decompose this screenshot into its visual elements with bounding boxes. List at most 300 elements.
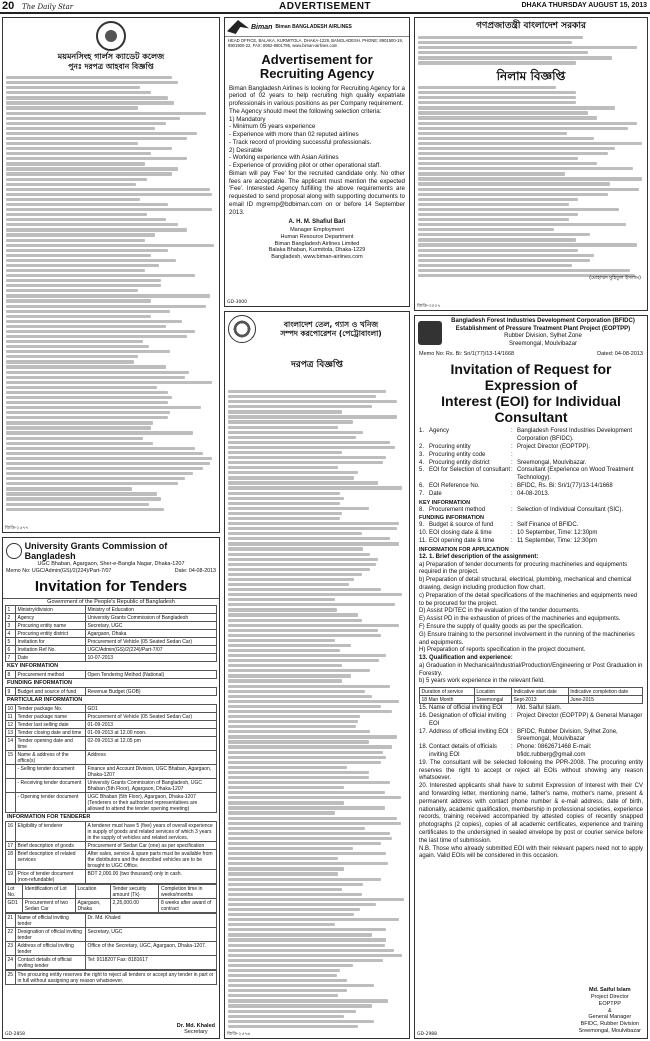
petro-org-1: বাংলাদেশ তেল, গ্যাস ও খনিজ [283,320,379,329]
petro-gd: জিডি-২৫৭৬ [227,1031,251,1037]
text-line [6,340,143,343]
ugc-row25: The procuring entity reserves the right to reject all tenders or accept any tender in part or in full without assigning any reason whatsoever. [16,971,217,985]
row-label: Contact details of official inviting tender [16,956,86,970]
item-colon: : [511,451,513,458]
text-line [228,700,399,703]
ugc-key-info: KEY INFORMATION [7,663,59,669]
text-line [228,679,342,682]
text-line [418,106,615,109]
text-line [6,477,185,480]
text-line [6,228,187,231]
text-line [228,735,397,738]
text-line [418,203,569,206]
text-line [418,208,619,211]
row-value: Address [86,751,217,765]
text-line [228,1010,356,1013]
row-number: 17 [6,842,16,850]
text-line [6,127,155,130]
text-line [228,796,401,799]
text-line [6,350,170,353]
ugc-funding-info: FUNDING INFORMATION [7,680,72,686]
item-value: Md. Saiful Islam. [517,705,562,712]
text-line [228,964,353,967]
text-line [228,563,376,566]
text-line [228,446,395,449]
text-line [228,908,360,911]
ugc-gd: GD-2858 [5,1031,26,1037]
row-number: 12 [6,721,16,729]
row-number: 22 [6,928,16,942]
petrobangla-logo-icon [228,315,256,343]
text-line [228,547,363,550]
item-value: Bangladesh Forest Industries Development Corporation (BFIDC). [517,428,633,443]
list-item [419,483,643,491]
item-colon: : [511,428,513,435]
text-line [228,898,404,901]
text-line [6,193,212,196]
page-number: 20 [2,0,15,12]
item-colon: : [511,522,513,529]
text-line [6,299,151,302]
text-line [228,730,370,733]
text-line [228,436,356,439]
bfidc-logo-icon [418,321,442,345]
table-row [420,696,643,704]
text-line [418,61,576,64]
text-line [6,188,210,191]
biman-intro: Biman Bangladesh Airlines is looking for Recruiting Agency for a period of 02 years to help recruiting high quality expatriate professionals in various positions as per Company requirement. [229,84,405,108]
item-value: Project Director (EOPTPP). [517,443,591,450]
lot-header-cell: Lot No. [6,885,23,899]
text-line [228,527,397,530]
text-line [228,827,365,830]
text-line [228,715,360,718]
table-row [6,713,217,721]
text-line [228,481,378,484]
text-line [228,883,363,886]
row-number: 10 [6,705,16,713]
biman-brand: Biman [251,23,273,31]
item-number: 10. [419,530,428,537]
bfidc-application-info: INFORMATION FOR APPLICATION [419,546,509,553]
text-line [228,583,349,586]
ugc-table-7 [5,970,217,985]
list-item [419,538,643,546]
text-line [228,933,372,936]
text-line [228,857,338,860]
bfidc-heading-2: Interest (EOI) for Individual Consultant [441,393,621,426]
item-label: Budget & source of fund [429,522,494,529]
text-line [418,218,569,221]
biman-logo-icon [227,20,249,34]
text-line [6,239,145,242]
row-value: After sales, service & spare parts must be available from the distributors and the described vehicles are to be brought to UGC Office. [86,850,217,870]
bfidc-memo: Memo No: Rs. Bi: Sri/1(77)/13-14/1668 [419,351,515,357]
text-line [418,254,594,257]
item-colon: : [511,467,513,474]
text-line [6,381,212,384]
list-item [419,522,643,530]
list-item [419,713,643,729]
text-line [228,415,397,418]
table-row [6,606,217,614]
item-colon: : [511,537,513,544]
item-value: 11 September, Time: 12:30pm [517,537,597,544]
item-label: EOI closing date & time [429,530,492,537]
text-line [6,249,168,252]
text-line [418,56,612,59]
table-row [6,654,217,662]
table-row [6,779,217,793]
text-line [228,558,378,561]
item-number: 9. [419,522,425,529]
item-colon: : [511,705,513,712]
text-line [228,578,354,581]
text-line [228,913,354,916]
biman-desirable-2: - Experience of providing pilot or other operational staff. [229,162,381,170]
table-row [6,842,217,850]
row-value: Open Tendering Method (National) [86,671,217,679]
table-row [6,942,217,956]
text-line [228,776,369,779]
text-line [228,593,402,596]
text-line [228,847,353,850]
text-line [228,842,381,845]
text-line [418,152,608,155]
text-line [6,218,166,221]
table-row [6,850,217,870]
list-item: a) Graduation in Mechanical/Industrial/Production/Engineering or Post Graduation in Forestry. [419,662,643,677]
text-line [6,320,182,323]
text-line [228,852,386,855]
text-line [418,46,637,49]
item-value: Sreemongal, Moulvibazar. [517,459,587,466]
text-line [228,979,347,982]
text-line [6,462,210,465]
ugc-memo: Memo No: UGC/Admin(GS)/2(224)/Part-7/07 [6,568,112,574]
row-value: Office of the Secretary, UGC, Agargaon, Dhaka-1207. [86,942,217,956]
text-line [6,86,140,89]
text-line [418,188,639,191]
text-line [418,233,590,236]
table-row [6,914,217,928]
text-line [418,116,597,119]
biman-desirable-title: 2) Desirable [229,146,263,154]
text-line [6,376,185,379]
text-line [228,801,344,804]
text-line [228,634,381,637]
text-line [228,466,338,469]
text-line [6,264,159,267]
biman-criteria-lead: The Agency should meet the following selection criteria: [229,107,382,115]
text-line [228,431,363,434]
text-line [228,837,392,840]
row-label: Brief description of goods [16,842,86,850]
text-line [228,451,342,454]
ugc-heading: Invitation for Tenders [34,578,188,595]
row-number: 2 [6,614,16,622]
ugc-signer-title: Secretary [184,1029,208,1035]
text-line [6,178,147,181]
row-label: Designation of official inviting tender [16,928,86,942]
table-row [6,737,217,751]
biman-mandatory-2: - Experience with more than 02 reputed airlines [229,131,359,139]
biman-contact: HEAD OFFICE, BALAKA, KURMITOLA, DHAKA-1229, BANGLADESH. PHONE: 8901600-19, 8901900-22, FAX: 0962-8901795, www.biman-airlines.com [228,38,403,48]
item-number: 7. [419,490,425,497]
list-item [419,467,643,483]
ugc-table-4 [5,704,217,813]
row-value: GD1 [86,705,217,713]
text-line [418,91,576,94]
text-line [418,96,576,99]
text-line [6,162,145,165]
table-row [6,751,217,765]
bfidc-list-4 [415,705,647,760]
lot-cell: 2,25,000.00 [111,899,159,913]
dur-header-cell: Location [474,688,511,696]
text-line [228,512,342,515]
nilam-office [418,36,644,66]
ugc-particular-info: PARTICULAR INFORMATION [7,697,83,703]
ad-ugc-tender [2,537,220,1039]
text-line [228,492,340,495]
row-label: Tender last selling date [16,721,86,729]
text-line [228,486,402,489]
biman-signer: A. H. M. Shafiul Bari [288,219,346,226]
dur-header-cell: Indicative start date [511,688,568,696]
ugc-tenderer-info: INFORMATION FOR TENDERER [7,814,91,820]
item-value: BFIDC, Rubber Division, Sylhet Zone, Sreemongal, Moulvibazar [517,728,618,743]
text-line [228,568,370,571]
text-line [418,132,567,135]
item-number: 6. [419,482,425,489]
row-value: Finance and Account Division, UGC Bhaban, Agargaon, Dhaka-1207 [86,765,217,779]
text-line [228,862,388,865]
table-row [6,870,217,884]
item-colon: : [511,506,513,513]
bfidc-list-2 [415,507,647,515]
row-number: 23 [6,942,16,956]
text-line [228,619,362,622]
nilam-signer: (মোহাম্মদ মুহিতুল ইসলাম) [589,275,641,282]
text-line [6,233,155,236]
bfidc-org2: Establishment of Pressure Treatment Plant Project (EOPTPP) [455,325,631,332]
text-line [6,467,203,470]
lot-cell: GD1 [6,899,23,913]
text-line [228,888,342,891]
text-line [228,984,374,987]
bfidc-addr2: Sreemongal, Moulvibazar [508,340,578,347]
text-line [228,649,340,652]
ugc-table-3 [5,687,217,696]
item-label: Designation of official inviting EOI [429,713,507,727]
text-line [228,903,376,906]
text-line [6,330,195,333]
text-line [418,162,597,165]
row-value: Procurement of Sedan Car (one) as per specification [86,842,217,850]
text-line [418,172,565,175]
table-row [6,688,217,696]
text-line [228,573,362,576]
item-number: 17. [419,728,428,735]
text-line [228,476,354,479]
item-label: Agency [429,428,450,435]
ad-cadet-title: ময়মনসিংহ গার্লস ক্যাডেট কলেজ [57,52,165,61]
text-line [228,522,399,525]
dur-cell: Sreemongal [474,696,511,704]
text-line [228,588,381,591]
list-item [419,460,643,468]
row-label: Budget and source of fund [16,688,86,696]
lot-cell: Agargaon, Dhaka [75,899,110,913]
ugc-table-6 [5,913,217,970]
text-line [6,157,187,160]
text-line [228,949,394,952]
biman-mandatory-title: 1) Mandatory [229,115,266,123]
row-value: BDT 2,000.00 (two thousand) only in cash. [86,870,217,884]
text-line [6,386,157,389]
item-value: Phone: 0862671468 E-mail: bfidc.rubberg@gmail.com [517,744,592,759]
dur-cell: 18 Man Month [420,696,475,704]
bfidc-qual-title: 13. Qualification and experience: [419,655,513,662]
text-line [228,507,369,510]
row-label: Procuring entity district [16,630,86,638]
list-item [419,452,643,460]
table-row [6,885,217,899]
table-row [6,721,217,729]
row-number: 15 [6,751,16,765]
row-number [6,779,16,793]
dateline: DHAKA THURSDAY AUGUST 15, 2013 [521,2,647,9]
row-label: Price of tender document (non-refundable) [16,870,86,884]
text-line [228,497,344,500]
text-line [6,101,174,104]
table-row [6,956,217,970]
text-line [6,437,143,440]
text-line [6,254,151,257]
table-row [6,793,217,813]
text-line [6,401,168,404]
biman-heading-2: Recruiting Agency [259,66,375,82]
row-value: A tenderer must have 5 (five) years of overall experience in supply of goods and related services of which 3 years in the supply of vehicles and related services. [86,822,217,842]
nilam-gd: জিডি-৩০০৭ [417,303,441,309]
petro-body [228,390,406,1030]
row-number: 8 [6,671,16,679]
text-line [418,122,637,125]
text-line [228,872,338,875]
text-line [228,771,369,774]
row-number: 24 [6,956,16,970]
text-line [228,532,362,535]
row-number: 16 [6,822,16,842]
item-colon: : [511,490,513,497]
item-number: 16. [419,713,428,720]
text-line [228,613,358,616]
bfidc-desc [419,562,643,656]
lot-cell: Procurement of two Sedan Car [23,899,76,913]
text-line [228,786,344,789]
text-line [228,806,385,809]
item-number: 4. [419,459,425,466]
bfidc-desc-title: 12. 1. Brief description of the assignment: [419,553,539,560]
lot-cell: 8 weeks after award of contract [159,899,217,913]
text-line [418,182,610,185]
list-item [419,428,643,444]
text-line [6,172,172,175]
row-label: - Receiving tender document [16,779,86,793]
ugc-gov: Government of the People's Republic of Bangladesh [3,598,219,605]
text-line [228,725,356,728]
text-line [228,791,385,794]
text-line [228,928,386,931]
text-line [228,405,372,408]
text-line [6,147,172,150]
text-line [228,766,347,769]
biman-mandatory-3: - Track record of providing successful professionals. [229,138,372,146]
row-number: 4 [6,630,16,638]
text-line [228,553,370,556]
text-line [228,761,381,764]
text-line [6,81,178,84]
text-line [228,1004,372,1007]
list-item: E) Assist PD in the exhaustion of prices of the machineries and equipments. [419,616,621,623]
text-line [418,243,637,246]
text-line [228,471,358,474]
lot-header-cell: Completion time in weeks/months [159,885,217,899]
item-number: 11. [419,537,427,544]
item-label: EOI for Selection of consultant [429,467,511,474]
text-line [228,822,401,825]
ugc-address: UGC Bhaban, Agargaon, Sher-e-Bangla Nagar, Dhaka-1207 [37,561,185,567]
biman-gd: GD-3000 [227,299,248,305]
row-label: Date [16,654,86,662]
item-value: 10 September, Time: 12:30pm [517,530,598,537]
list-item [419,444,643,452]
bfidc-funding-info: FUNDING INFORMATION [419,515,484,522]
row-number: 1 [6,606,16,614]
text-line [418,213,578,216]
list-item: F) Ensure the supply of quality goods as per the specification. [419,623,583,630]
text-line [418,167,633,170]
list-item [419,507,643,515]
dur-header-cell: Duration of service [420,688,475,696]
table-row [6,971,217,985]
text-line [6,421,153,424]
text-line [6,355,138,358]
bfidc-org: Bangladesh Forest Industries Development Corporation (BFIDC) [451,318,635,324]
item-colon: : [511,482,513,489]
text-line [6,274,195,277]
nilam-body [418,86,644,279]
text-line [418,259,590,262]
table-row [6,638,217,646]
text-line [6,91,151,94]
bfidc-memo-date: Dated: 04-08-2013 [597,351,643,357]
text-line [228,867,344,870]
text-line [6,452,203,455]
text-line [6,503,149,506]
item-value: Project Director (EOPTPP) & General Manager [517,713,643,720]
row-number [6,765,16,779]
item-colon: : [511,443,513,450]
row-value: UGC Bhaban (5th Floor), Agargaon, Dhaka-1207 (Tenderers or their authorized representatives are allowed to attend the tender opening meeting) [86,793,217,813]
text-line [6,122,166,125]
ugc-table-1 [5,605,217,662]
text-line [228,720,358,723]
item-value: 04-08-2013. [517,490,550,497]
text-line [6,360,134,363]
text-line [228,441,390,444]
